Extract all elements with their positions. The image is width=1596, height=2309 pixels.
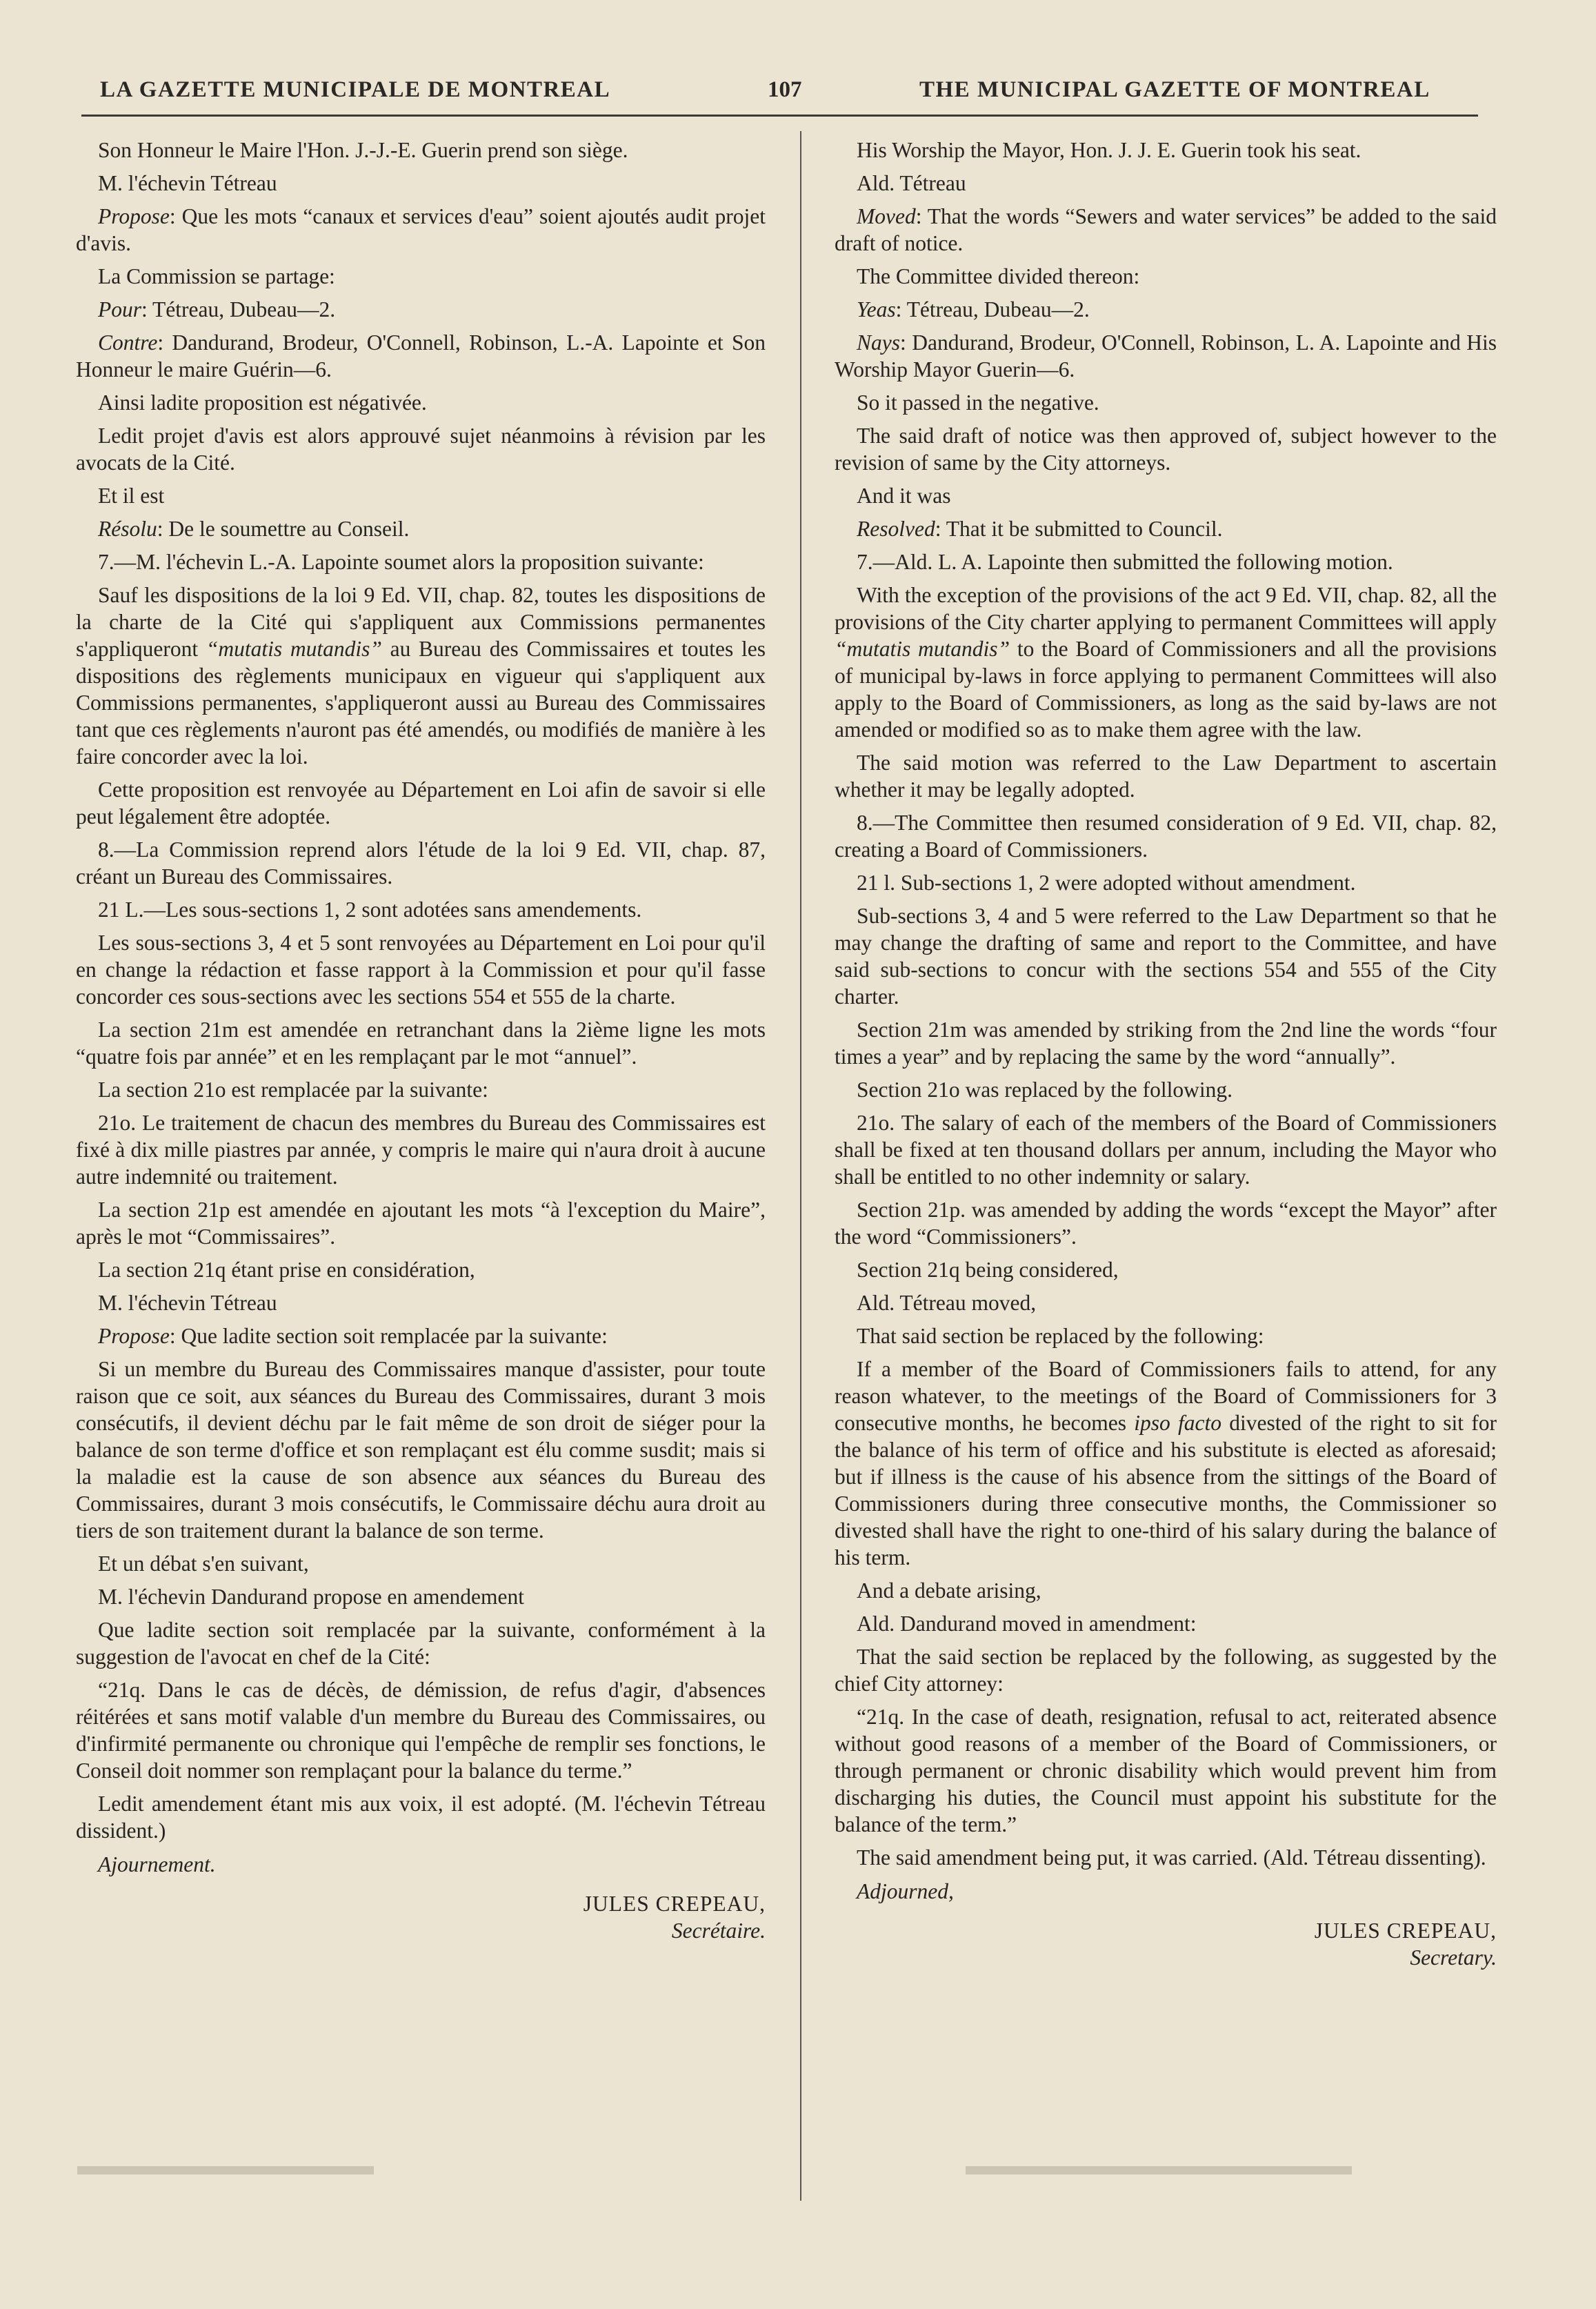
- en-text: With the exception of the provisions of the act 9 Ed. VII, chap. 82, all the provisions of the City charter applying to permanent Committees will apply: [835, 583, 1497, 634]
- fr-paragraph: Si un membre du Bureau des Commissaires manque d'assister, pour toute raison que ce soit, aux séances du Bureau des Commissaires, durant 3 mois consécutifs, il devient déchu par le fait même de son droit de siéger pour la balance de son terme d'office et son remplaçant est élu comme susdit; mais si la maladie est la cause de son absence aux séances du Bureau des Commissaires, durant 3 mois consécutifs, le Commissaire déchu aura droit au tiers de son traitement durant la balance de son terme.: [76, 1357, 766, 1543]
- en-paragraph: The said draft of notice was then approved of, subject however to the revision of same by the City attorneys.: [835, 424, 1497, 475]
- en-italic: ipso facto: [1134, 1411, 1222, 1435]
- torn-text-fragment-left: [77, 2166, 374, 2174]
- fr-label: Propose: [98, 204, 170, 228]
- english-column: [835, 137, 1497, 1971]
- en-paragraph: 7.—Ald. L. A. Lapointe then submitted the following motion.: [857, 550, 1393, 574]
- fr-paragraph: La Commission se partage:: [98, 264, 335, 288]
- en-paragraph: And it was: [857, 484, 951, 508]
- header-english-title: THE MUNICIPAL GAZETTE OF MONTREAL: [919, 77, 1430, 102]
- en-paragraph: That said section be replaced by the following:: [857, 1324, 1264, 1348]
- en-paragraph: Ald. Tétreau moved,: [857, 1291, 1037, 1315]
- en-paragraph: [835, 1356, 1497, 1571]
- fr-paragraph: M. l'échevin Tétreau: [98, 1291, 277, 1315]
- fr-label: Contre: [98, 330, 158, 355]
- fr-paragraph: 21 L.—Les sous-sections 1, 2 sont adotées sans amendements.: [98, 898, 642, 922]
- fr-signature-role: Secrétaire.: [671, 1919, 766, 1943]
- en-label: Resolved: [857, 517, 935, 541]
- header-rule: [81, 115, 1478, 117]
- fr-text: : De le soumettre au Conseil.: [157, 517, 410, 541]
- fr-paragraph: [76, 1322, 766, 1349]
- en-paragraph: “21q. In the case of death, resignation, refusal to act, reiterated absence without good reasons of a member of the Board of Commissioners, or through permanent or chronic disability which would prevent him from discharging his duties, the Council must appoint his substitute for the balance of the term.”: [835, 1705, 1497, 1836]
- en-paragraph: 21o. The salary of each of the members of the Board of Commissioners shall be fixed at ten thousand dollars per annum, including the Mayor who shall be entitled to no other indemnity or salary.: [835, 1111, 1497, 1189]
- fr-label: Résolu: [98, 517, 157, 541]
- en-paragraph: The said motion was referred to the Law Department to ascertain whether it may be legally adopted.: [835, 751, 1497, 802]
- en-paragraph: [835, 329, 1497, 383]
- en-signature-role: Secretary.: [1410, 1945, 1497, 1970]
- fr-paragraph: 7.—M. l'échevin L.-A. Lapointe soumet alors la proposition suivante:: [98, 550, 704, 574]
- fr-paragraph: M. l'échevin Dandurand propose en amendement: [98, 1585, 524, 1609]
- en-paragraph: Ald. Tétreau: [857, 171, 966, 195]
- fr-paragraph: Ledit projet d'avis est alors approuvé sujet néanmoins à révision par les avocats de la Cité.: [76, 424, 766, 475]
- en-paragraph: The Committee divided thereon:: [857, 264, 1140, 288]
- french-column: [76, 137, 766, 1944]
- en-paragraph: Section 21q being considered,: [857, 1258, 1119, 1282]
- en-paragraph: Section 21o was replaced by the following.: [857, 1078, 1233, 1102]
- en-paragraph: [835, 296, 1497, 323]
- en-text: If a member of the Board of Commissioners fails to attend, for any reason whatever, to the meetings of the Board of Commissioners for 3 consecutive months, he becomes: [835, 1357, 1497, 1435]
- fr-paragraph: “21q. Dans le cas de décès, de démission, de refus d'agir, d'absences réitérées et sans motif valable d'un membre du Bureau des Commissaires, ou d'infirmité permanente ou chronique qui l'empêche de remplir ses fonctions, le Conseil doit nommer son remplaçant pour la balance du terme.”: [76, 1678, 766, 1783]
- fr-paragraph: M. l'échevin Tétreau: [98, 171, 277, 195]
- header-french-title: LA GAZETTE MUNICIPALE DE MONTREAL: [100, 77, 611, 102]
- fr-paragraph: [76, 329, 766, 383]
- fr-paragraph: Ainsi ladite proposition est négativée.: [98, 390, 427, 415]
- fr-paragraph: Son Honneur le Maire l'Hon. J.-J.-E. Guerin prend son siège.: [98, 138, 628, 162]
- fr-paragraph: Les sous-sections 3, 4 et 5 sont renvoyées au Département en Loi pour qu'il en change la rédaction et fasse rapport à la Commission et pour qu'il fasse concorder ces sous-sections avec les sections 554 et 555 de la charte.: [76, 931, 766, 1009]
- fr-paragraph: [76, 582, 766, 770]
- fr-paragraph: La section 21o est remplacée par la suivante:: [98, 1078, 488, 1102]
- fr-paragraph: [76, 296, 766, 323]
- fr-text: : Que ladite section soit remplacée par la suivante:: [169, 1324, 608, 1348]
- en-text: to the Board of Commissioners and all the provisions of municipal by-laws in force applying to permanent Committees will also apply to the Board of Commissioners, as long as the said by-laws are not amended or modified so as to make them agree with the law.: [835, 637, 1497, 742]
- fr-paragraph: Et un débat s'en suivant,: [98, 1552, 309, 1576]
- fr-adjournment: Ajournement.: [98, 1852, 216, 1876]
- page-number: 107: [768, 77, 802, 102]
- en-paragraph: 21 l. Sub-sections 1, 2 were adopted without amendment.: [857, 871, 1356, 895]
- en-text: : That the words “Sewers and water services” be added to the said draft of notice.: [835, 204, 1497, 255]
- fr-label: Pour: [98, 297, 141, 321]
- en-label: Moved: [857, 204, 916, 228]
- en-paragraph: 8.—The Committee then resumed consideration of 9 Ed. VII, chap. 82, creating a Board of Commissioners.: [835, 811, 1497, 862]
- en-paragraph: Ald. Dandurand moved in amendment:: [857, 1612, 1197, 1636]
- fr-paragraph: La section 21p est amendée en ajoutant les mots “à l'exception du Maire”, après le mot “Commissaires”.: [76, 1198, 766, 1249]
- fr-paragraph: La section 21m est amendée en retranchant dans la 2ième ligne les mots “quatre fois par année” et en les remplaçant par le mot “annuel”.: [76, 1018, 766, 1069]
- en-paragraph: [835, 515, 1497, 542]
- en-paragraph: Sub-sections 3, 4 and 5 were referred to the Law Department so that he may change the drafting of same and report to the Committee, and have said sub-sections to concur with the sections 554 and 555 of the City charter.: [835, 904, 1497, 1009]
- en-paragraph: Section 21m was amended by striking from the 2nd line the words “four times a year” and by replacing the same by the word “annually”.: [835, 1018, 1497, 1069]
- en-paragraph: Section 21p. was amended by adding the words “except the Mayor” after the word “Commissioners”.: [835, 1198, 1497, 1249]
- column-divider: [800, 131, 801, 2201]
- en-text: : Tétreau, Dubeau—2.: [895, 297, 1090, 321]
- en-label: Nays: [857, 330, 900, 355]
- en-paragraph: [835, 203, 1497, 257]
- fr-paragraph: Cette proposition est renvoyée au Département en Loi afin de savoir si elle peut légalement être adoptée.: [76, 777, 766, 829]
- fr-paragraph: [76, 203, 766, 257]
- fr-text: au Bureau des Commissaires et toutes les dispositions des règlements municipaux en vigueur qui s'appliquent aux Commissions permanentes, s'appliqueront aussi au Bureau des Commissaires tant que ces règlements n'auront pas été amendés, ou modifiés de manière à les faire concorder avec la loi.: [76, 637, 766, 769]
- fr-text: : Que les mots “canaux et services d'eau” soient ajoutés audit projet d'avis.: [76, 204, 766, 255]
- fr-paragraph: 21o. Le traitement de chacun des membres du Bureau des Commissaires est fixé à dix mille piastres par année, y compris le maire qui n'aura droit à aucune autre indemnité ou traitement.: [76, 1111, 766, 1189]
- fr-paragraph: Que ladite section soit remplacée par la suivante, conformément à la suggestion de l'avocat en chef de la Cité:: [76, 1618, 766, 1669]
- fr-text: : Tétreau, Dubeau—2.: [141, 297, 336, 321]
- en-paragraph: That the said section be replaced by the following, as suggested by the chief City attorney:: [835, 1645, 1497, 1696]
- en-paragraph: [835, 582, 1497, 743]
- fr-paragraph: Ledit amendement étant mis aux voix, il est adopté. (M. l'échevin Tétreau dissident.): [76, 1792, 766, 1843]
- fr-signature: JULES CREPEAU,: [583, 1892, 766, 1916]
- en-text: : Dandurand, Brodeur, O'Connell, Robinson, L. A. Lapointe and His Worship Mayor Guerin—6.: [835, 330, 1497, 381]
- en-italic: “mutatis mutandis”: [835, 637, 1010, 661]
- fr-paragraph: 8.—La Commission reprend alors l'étude de la loi 9 Ed. VII, chap. 87, créant un Bureau des Commissaires.: [76, 838, 766, 889]
- fr-paragraph: Et il est: [98, 484, 165, 508]
- en-text: divested of the right to sit for the balance of his term of office and his substitute is elected as aforesaid; but if illness is the cause of his absence from the sittings of the Board of Commissioners during three consecutive months, the Commissioner so divested shall have the right to one-third of his salary during the balance of his term.: [835, 1411, 1497, 1569]
- torn-text-fragment-right: [966, 2166, 1352, 2174]
- fr-text: Sauf les dispositions de la loi 9 Ed. VII, chap. 82, toutes les dispositions de la charte de la Cité qui s'appliquent aux Commissions permanentes s'appliqueront: [76, 583, 766, 661]
- en-adjournment: Adjourned,: [857, 1879, 954, 1903]
- en-signature: JULES CREPEAU,: [1314, 1919, 1497, 1943]
- en-paragraph: The said amendment being put, it was carried. (Ald. Tétreau dissenting).: [857, 1845, 1486, 1870]
- fr-label: Propose: [98, 1324, 170, 1348]
- en-paragraph: And a debate arising,: [857, 1578, 1041, 1603]
- en-paragraph: His Worship the Mayor, Hon. J. J. E. Guerin took his seat.: [857, 138, 1361, 162]
- en-paragraph: So it passed in the negative.: [857, 390, 1099, 415]
- en-label: Yeas: [857, 297, 896, 321]
- fr-text: : Dandurand, Brodeur, O'Connell, Robinson, L.-A. Lapointe et Son Honneur le maire Guérin—6.: [76, 330, 766, 381]
- fr-paragraph: La section 21q étant prise en considération,: [98, 1258, 475, 1282]
- en-text: : That it be submitted to Council.: [935, 517, 1223, 541]
- fr-italic: “mutatis mutandis”: [206, 637, 382, 661]
- fr-paragraph: [76, 515, 766, 542]
